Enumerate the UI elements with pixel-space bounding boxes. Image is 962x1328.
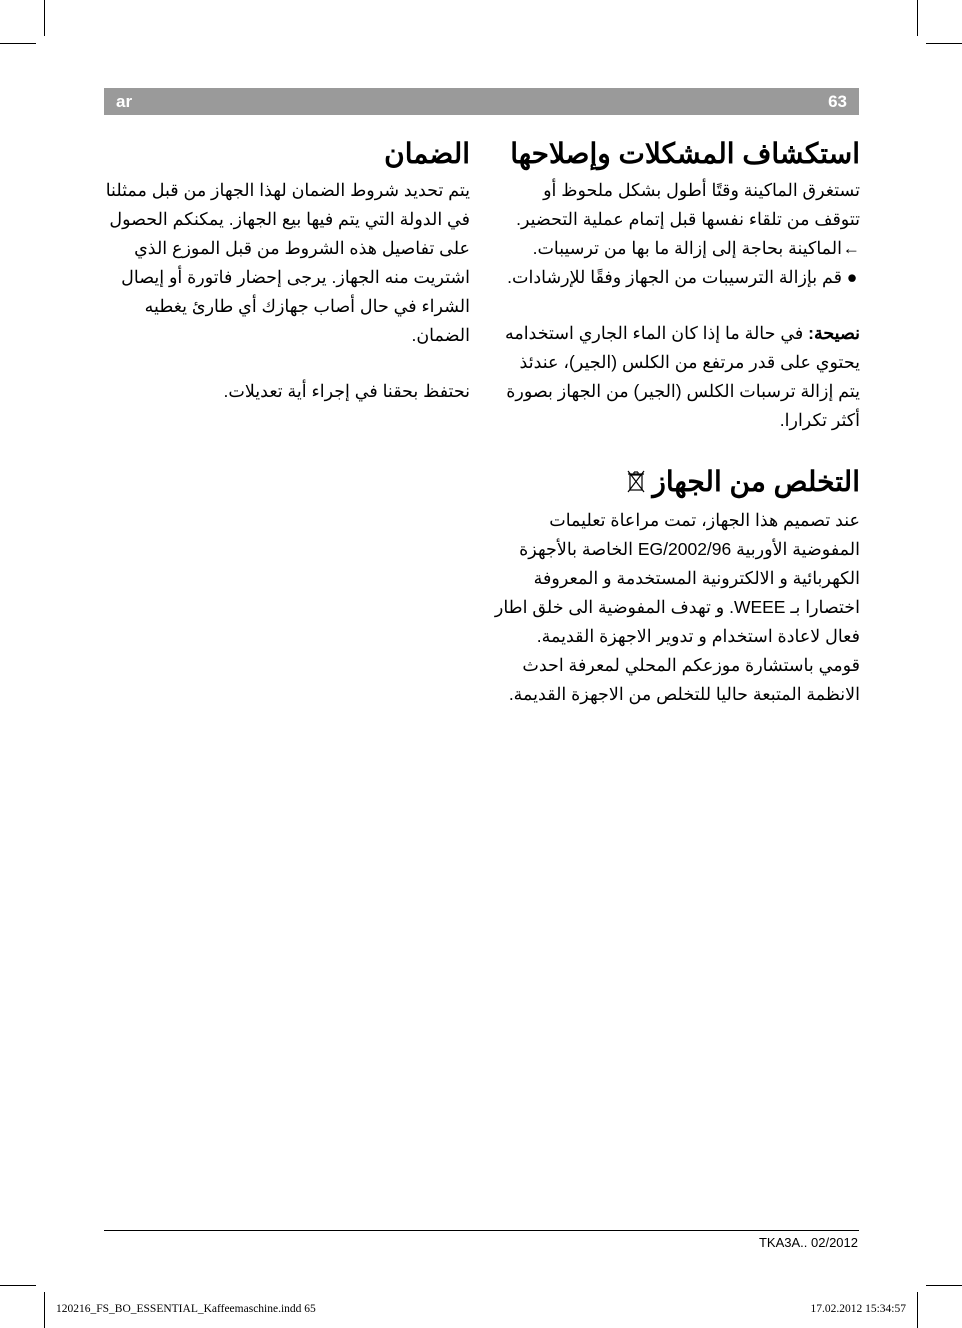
warranty-para-1: يتم تحديد شروط الضمان لهذا الجهاز من قبل ممثلنا في الدولة التي يتم فيها بيع الجهاز. يمكنكم الحصول على تفاصيل هذه الشروط من قبل الموزع الذي اشتريت منه الجهاز. يرجى إحضار فاتورة أو إيصال الشراء في حال أصاب جهازك أي طارئ يغطيه الضمان. (105, 180, 470, 345)
disposal-para-2: قومي باستشارة موزعكم المحلي لمعرفة احدث الانظمة المتبعة حاليا للتخلص من الاجهزة القديمة. (508, 654, 860, 704)
arrow-icon: ← (842, 238, 860, 258)
crop-mark (0, 43, 36, 44)
action-text: قم بإزالة الترسيبات من الجهاز وفقًا للإرشادات. (507, 267, 842, 287)
model-code: TKA3A.. 02/2012 (758, 1235, 858, 1250)
crop-mark (44, 0, 45, 36)
tip-label: نصيحة: (808, 323, 860, 343)
crop-mark (926, 1285, 962, 1286)
crop-mark (0, 1285, 36, 1286)
tip-section (494, 319, 860, 435)
crop-mark (926, 43, 962, 44)
footer-divider (104, 1230, 859, 1231)
disposal-title: التخلص من الجهاز (652, 466, 860, 497)
troubleshooting-intro: تستغرق الماكينة وقتًا أطول بشكل ملحوظ أو تتوقف من تلقاء نفسها قبل إتمام عملية التحضير. (516, 180, 860, 229)
crop-mark (917, 0, 918, 36)
disposal-heading (494, 462, 860, 504)
page-number: 63 (828, 92, 847, 111)
problem-text: الماكينة بحاجة إلى إزالة ما بها من ترسيبات. (532, 238, 842, 258)
left-column (104, 134, 470, 406)
problem-item (494, 234, 860, 263)
print-slug-file: 120216_FS_BO_ESSENTIAL_Kaffeemaschine.indd 65 (56, 1303, 316, 1315)
warranty-heading: الضمان (384, 138, 470, 169)
page-header-bar (104, 88, 859, 115)
disposal-section (494, 506, 860, 709)
print-slug-date: 17.02.2012 15:34:57 (810, 1303, 906, 1315)
troubleshooting-heading: استكشاف المشكلات وإصلاحها (510, 138, 860, 169)
action-item (494, 263, 860, 292)
bullet-icon: ● (846, 267, 858, 287)
warranty-para-2: نحتفظ بحقنا في إجراء أية تعديلات. (223, 381, 470, 401)
crop-mark (917, 1292, 918, 1328)
right-column (494, 134, 860, 709)
disposal-para-1: عند تصميم هذا الجهاز، تمت مراعاة تعليمات المفوضية الأوربية 2002/96/EG الخاصة بالأجهزة الكهربائية و الالكترونية المستخدمة و المعروفة اختصارا بـ WEEE. و تهدف المفوضية الى خلق اطار فعال لاعادة استخدام و تدوير الاجهزة القديمة. (494, 509, 860, 646)
crop-mark (44, 1292, 45, 1328)
language-code: ar (116, 92, 133, 111)
warranty-section (104, 176, 470, 350)
tip-text: في حالة ما إذا كان الماء الجاري استخدامه يحتوي على قدر مرتفع من الكلس (الجير)، عندئذ يتم إزالة ترسبات الكلس (الجير) من الجهاز بصورة أكثر تكرارا. (504, 323, 860, 430)
tip-paragraph (494, 319, 860, 435)
troubleshooting-section (494, 176, 860, 292)
crossed-out-bin-icon (627, 464, 645, 504)
